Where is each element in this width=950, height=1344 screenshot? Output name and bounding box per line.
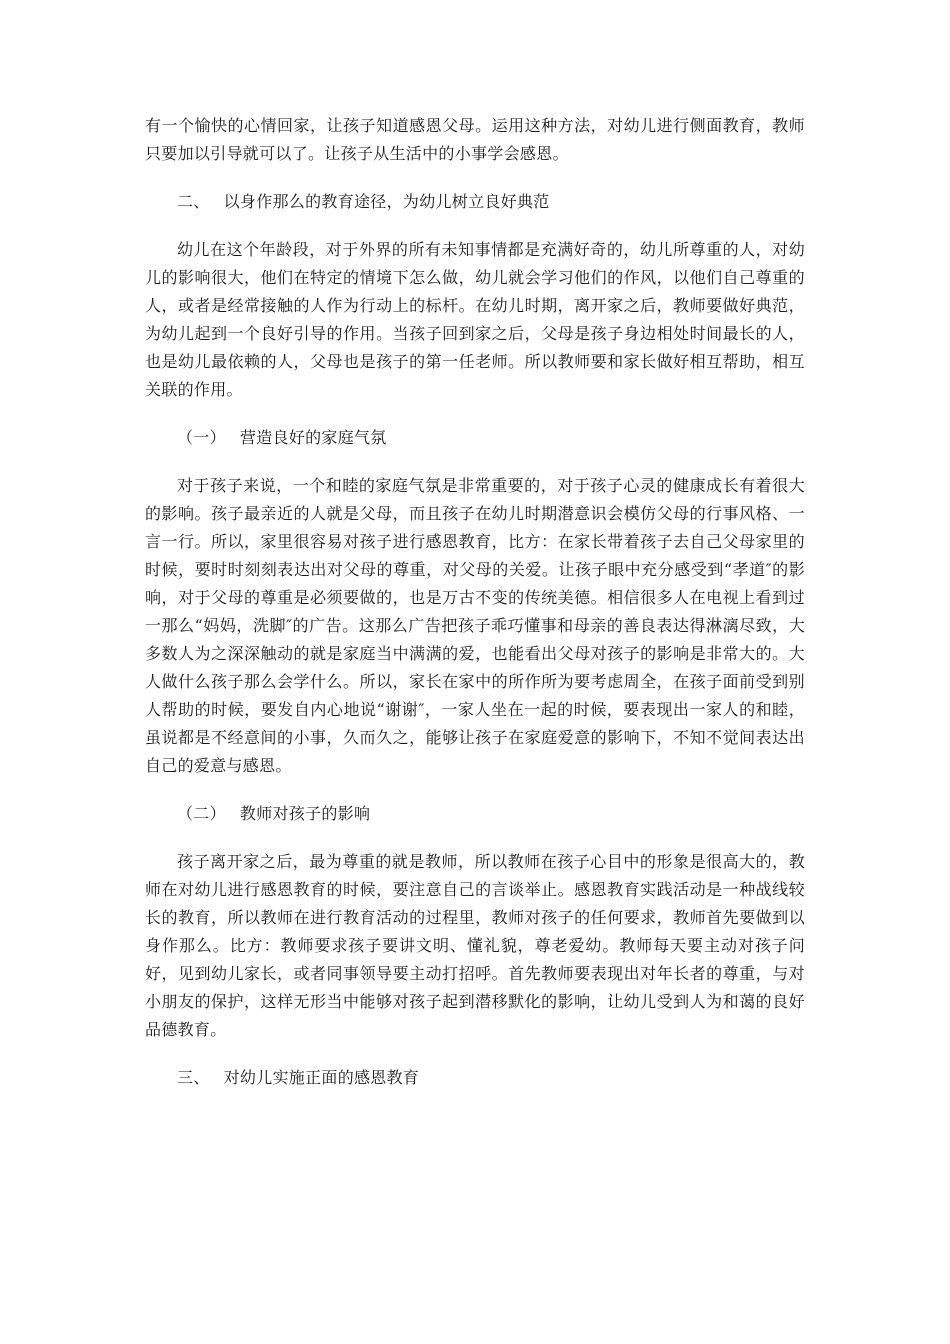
spacer xyxy=(145,452,805,472)
subsection-title: 营造良好的家庭气氛 xyxy=(239,428,387,447)
spacer xyxy=(145,404,805,424)
paragraph: 幼儿在这个年龄段，对于外界的所有未知事情都是充满好奇的，幼儿所尊重的人，对幼儿的影响很大，他们在特定的情境下怎么做，幼儿就会学习他们的作风，以他们自己尊重的人，或者是经常接触的人作为行动上的标杆。在幼儿时期，离开家之后，教师要做好典范，为幼儿起到一个良好引导的作用。当孩子回到家之后，父母是孩子身边相处时间最长的人，也是幼儿最依赖的人，父母也是孩子的第一任老师。所以教师要和家长做好相互帮助，相互关联的作用。 xyxy=(145,240,805,399)
section-title: 以身作那么的教育途径，为幼儿树立良好典范 xyxy=(223,192,550,211)
subsection-heading-1 xyxy=(145,424,805,452)
spacer xyxy=(145,828,805,848)
paragraph: 孩子离开家之后，最为尊重的就是教师，所以教师在孩子心目中的形象是很高大的，教师在对幼儿进行感恩教育的时候，要注意自己的言谈举止。感恩教育实践活动是一种战线较长的教育，所以教师在进行教育活动的过程里，教师对孩子的任何要求，教师首先要做到以身作那么。比方：教师要求孩子要讲文明、懂礼貌，尊老爱幼。教师每天要主动对孩子问好，见到幼儿家长，或者同事领导要主动打招呼。首先教师要表现出对年长者的尊重，与对小朋友的保护，这样无形当中能够对孩子起到潜移默化的影响，让幼儿受到人为和蔼的良好品德教育。 xyxy=(145,852,805,1039)
spacer xyxy=(145,1044,805,1064)
section-heading-2 xyxy=(145,188,805,216)
subsection-number: （一） xyxy=(177,428,226,447)
paragraph: 对于孩子来说，一个和睦的家庭气氛是非常重要的，对于孩子心灵的健康成长有着很大的影响。孩子最亲近的人就是父母，而且孩子在幼儿时期潜意识会模仿父母的行事风格、一言一行。所以，家里很容易对孩子进行感恩教育，比方：在家长带着孩子去自己父母家里的时候，要时时刻刻表达出对父母的尊重，对父母的关爱。让孩子眼中充分感受到“孝道″的影响，对于父母的尊重是必须要做的，也是万古不变的传统美德。相信很多人在电视上看到过一那么“妈妈，洗脚″的广告。这那么广告把孩子乖巧懂事和母亲的善良表达得淋漓尽致，大多数人为之深深触动的就是家庭当中满满的爱，也能看出父母对孩子的影响是非常大的。大人做什么孩子那么会学什么。所以，家长在家中的所作所为要考虑周全，在孩子面前受到别人帮助的时候，要发自内心地说“谢谢″，一家人坐在一起的时候，要表现出一家人的和睦，虽说都是不经意间的小事，久而久之，能够让孩子在家庭爱意的影响下，不知不觉间表达出自己的爱意与感恩。 xyxy=(145,476,805,775)
paragraph-continued: 有一个愉快的心情回家，让孩子知道感恩父母。运用这种方法，对幼儿进行侧面教育，教师只要加以引导就可以了。让孩子从生活中的小事学会感恩。 xyxy=(145,116,805,163)
section-heading-3 xyxy=(145,1064,805,1092)
section-title: 对幼儿实施正面的感恩教育 xyxy=(223,1068,420,1087)
subsection-number: （二） xyxy=(177,804,226,823)
spacer xyxy=(145,780,805,800)
section-number: 二、 xyxy=(177,192,210,211)
subsection-title: 教师对孩子的影响 xyxy=(239,804,371,823)
spacer xyxy=(145,168,805,188)
subsection-heading-2 xyxy=(145,800,805,828)
section-number: 三、 xyxy=(177,1068,210,1087)
document-body xyxy=(145,112,805,1092)
spacer xyxy=(145,216,805,236)
